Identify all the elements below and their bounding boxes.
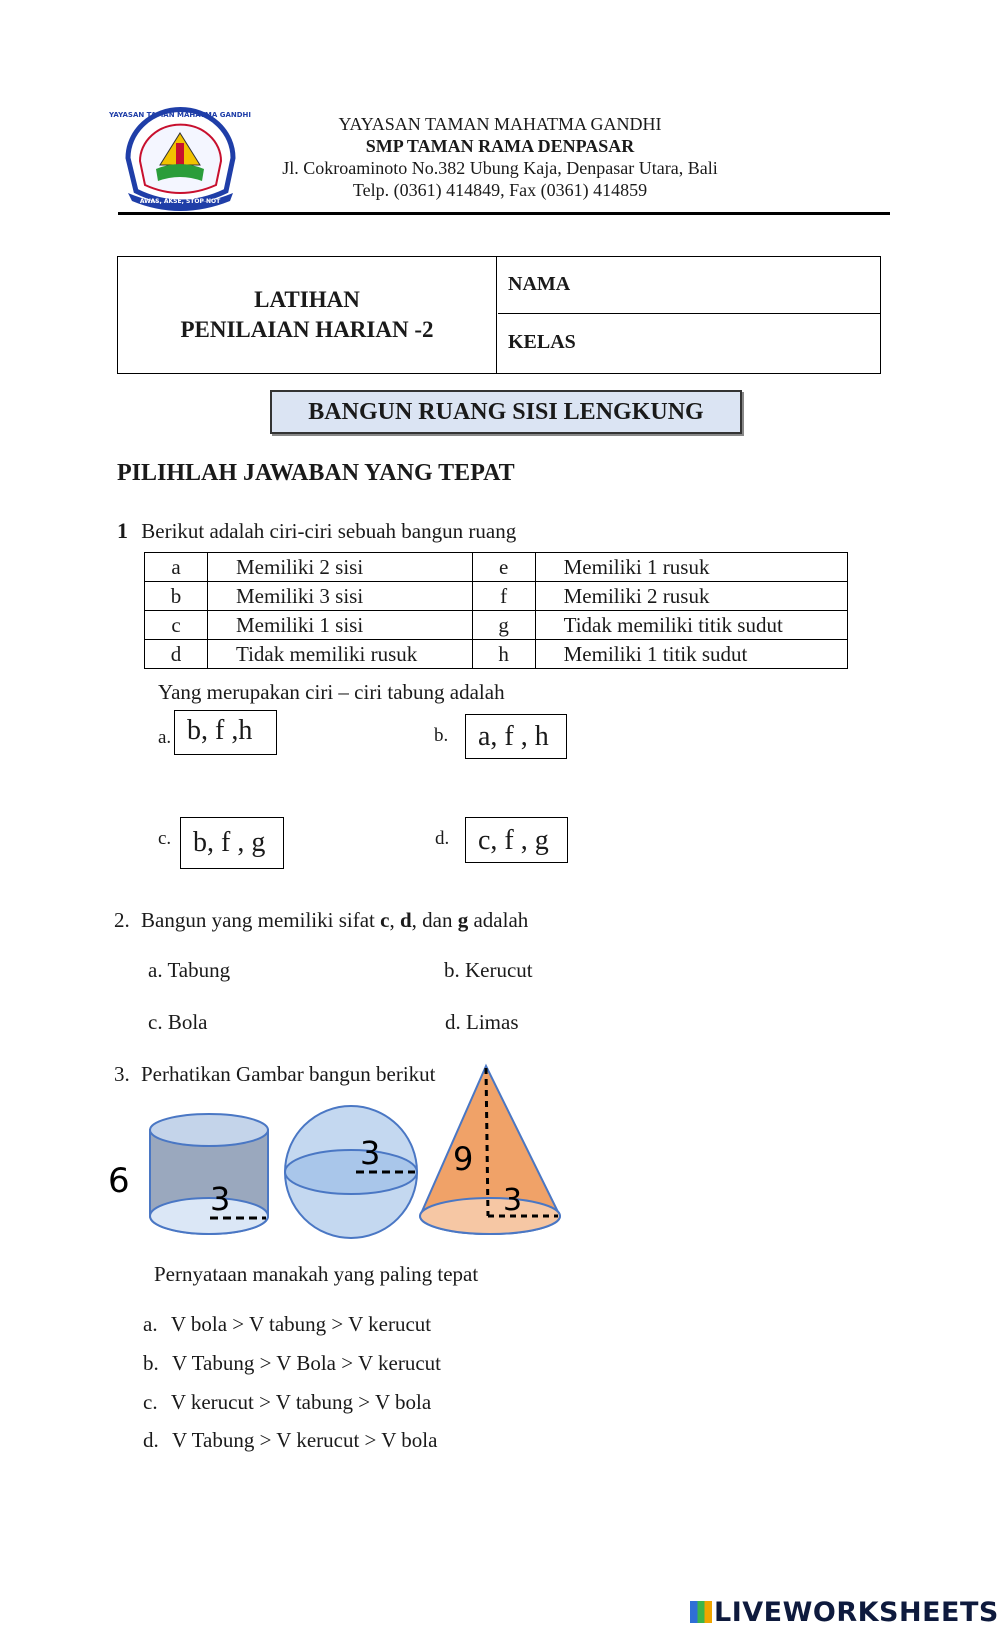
- criteria-key: d: [145, 640, 208, 669]
- class-field[interactable]: [498, 315, 880, 372]
- logo-motto: AWAS, AKSE, STOP NOT: [139, 198, 221, 205]
- q2-bold-c: c: [380, 908, 390, 932]
- table-row: [145, 640, 848, 669]
- q3-stem: [114, 1062, 436, 1087]
- q3-option-c-text: V kerucut > V tabung > V bola: [170, 1390, 432, 1414]
- criteria-key: a: [145, 553, 208, 582]
- title-box: [117, 256, 881, 374]
- header-address: Jl. Cokroaminoto No.382 Ubung Kaja, Denpasar Utara, Bali: [282, 158, 718, 178]
- q1-option-b-label: b.: [434, 725, 449, 746]
- exam-title-line2: PENILAIAN HARIAN -2: [180, 317, 434, 342]
- q3-option-d-label: d.: [143, 1428, 159, 1452]
- criteria-key: c: [145, 611, 208, 640]
- cylinder-radius-label: 3: [210, 1180, 231, 1218]
- header-foundation: YAYASAN TAMAN MAHATMA GANDHI: [338, 114, 662, 134]
- exam-title-line1: LATIHAN: [254, 287, 360, 312]
- q2-text-post: adalah: [468, 908, 529, 932]
- q1-option-d-label: d.: [435, 828, 450, 849]
- cylinder-height-label: 6: [108, 1161, 130, 1201]
- q3-option-b-label: b.: [143, 1351, 159, 1375]
- q3-option-b-text: V Tabung > V Bola > V kerucut: [172, 1351, 441, 1375]
- q1-option-c-label: c.: [158, 828, 172, 849]
- criteria-value: Memiliki 2 rusuk: [535, 582, 847, 611]
- q3-option-c[interactable]: [143, 1390, 431, 1415]
- q1-option-b[interactable]: a, f , h: [465, 714, 567, 759]
- school-logo: [108, 103, 252, 213]
- q1-text: Berikut adalah ciri-ciri sebuah bangun ruang: [141, 519, 517, 543]
- q1-option-a[interactable]: b, f ,h: [174, 710, 277, 755]
- sphere-shape: [285, 1106, 417, 1238]
- q1-criteria-table: [144, 552, 848, 669]
- q2-number: 2.: [114, 908, 130, 932]
- name-field[interactable]: [498, 257, 880, 314]
- q1-prompt: Yang merupakan ciri – ciri tabung adalah: [158, 680, 505, 704]
- q1-option-c[interactable]: b, f , g: [180, 817, 284, 869]
- q1-option-d[interactable]: c, f , g: [465, 817, 568, 863]
- criteria-value: Memiliki 3 sisi: [208, 582, 473, 611]
- criteria-value: Tidak memiliki rusuk: [208, 640, 473, 669]
- q2-option-d[interactable]: d. Limas: [445, 1010, 519, 1034]
- criteria-value: Memiliki 1 rusuk: [535, 553, 847, 582]
- q3-text: Perhatikan Gambar bangun berikut: [141, 1062, 436, 1086]
- q1-stem: [117, 518, 516, 544]
- criteria-key: g: [472, 611, 535, 640]
- header-divider: [118, 212, 890, 215]
- table-row: [145, 611, 848, 640]
- q3-option-d[interactable]: [143, 1428, 437, 1453]
- q3-solids-figure: [108, 1110, 588, 1270]
- criteria-value: Memiliki 1 sisi: [208, 611, 473, 640]
- q2-option-b[interactable]: b. Kerucut: [444, 958, 533, 982]
- logo-ring-text: YAYASAN TAMAN MAHATMA GANDHI: [108, 111, 252, 119]
- exam-title: [118, 257, 497, 373]
- q3-option-d-text: V Tabung > V kerucut > V bola: [172, 1428, 438, 1452]
- criteria-value: Memiliki 2 sisi: [208, 553, 473, 582]
- q2-bold-g: g: [457, 908, 469, 932]
- q3-option-b[interactable]: [143, 1351, 441, 1376]
- q2-option-c[interactable]: c. Bola: [148, 1010, 208, 1034]
- q3-option-a[interactable]: [143, 1312, 431, 1337]
- criteria-key: b: [145, 582, 208, 611]
- q3-prompt: Pernyataan manakah yang paling tepat: [154, 1262, 479, 1286]
- q2-sep1: ,: [389, 908, 400, 932]
- cone-shape: [420, 1066, 560, 1234]
- cone-radius-label: 3: [503, 1183, 523, 1218]
- cone-height-label: 9: [453, 1140, 474, 1178]
- table-row: [145, 553, 848, 582]
- q1-option-a-label: a.: [158, 727, 172, 748]
- q1-number: 1: [117, 518, 128, 543]
- table-row: [145, 582, 848, 611]
- topic-banner: BANGUN RUANG SISI LENGKUNG: [270, 390, 742, 434]
- header-phone: Telp. (0361) 414849, Fax (0361) 414859: [352, 180, 648, 200]
- q3-option-c-label: c.: [143, 1390, 158, 1414]
- q2-sep2: , dan: [411, 908, 458, 932]
- q3-option-a-label: a.: [143, 1312, 158, 1336]
- criteria-key: e: [472, 553, 535, 582]
- q3-option-a-text: V bola > V tabung > V kerucut: [170, 1312, 432, 1336]
- q2-bold-d: d: [399, 908, 412, 932]
- q2-text-pre: Bangun yang memiliki sifat: [141, 908, 381, 932]
- sphere-radius-label: 3: [360, 1134, 381, 1172]
- criteria-key: f: [472, 582, 535, 611]
- criteria-value: Tidak memiliki titik sudut: [535, 611, 847, 640]
- header-school: SMP TAMAN RAMA DENPASAR: [365, 136, 635, 156]
- footer-brand: [690, 1597, 999, 1628]
- cylinder-shape: [150, 1114, 268, 1234]
- class-label: KELAS: [508, 331, 576, 353]
- q3-number: 3.: [114, 1062, 130, 1086]
- footer-brand-text: LIVEWORKSHEETS: [714, 1597, 999, 1628]
- criteria-key: h: [472, 640, 535, 669]
- q2-stem: [114, 908, 528, 933]
- q2-option-a[interactable]: a. Tabung: [148, 958, 231, 982]
- criteria-value: Memiliki 1 titik sudut: [535, 640, 847, 669]
- name-label: NAMA: [508, 273, 571, 295]
- liveworksheets-icon: [690, 1601, 712, 1623]
- instruction-heading: PILIHLAH JAWABAN YANG TEPAT: [117, 460, 515, 486]
